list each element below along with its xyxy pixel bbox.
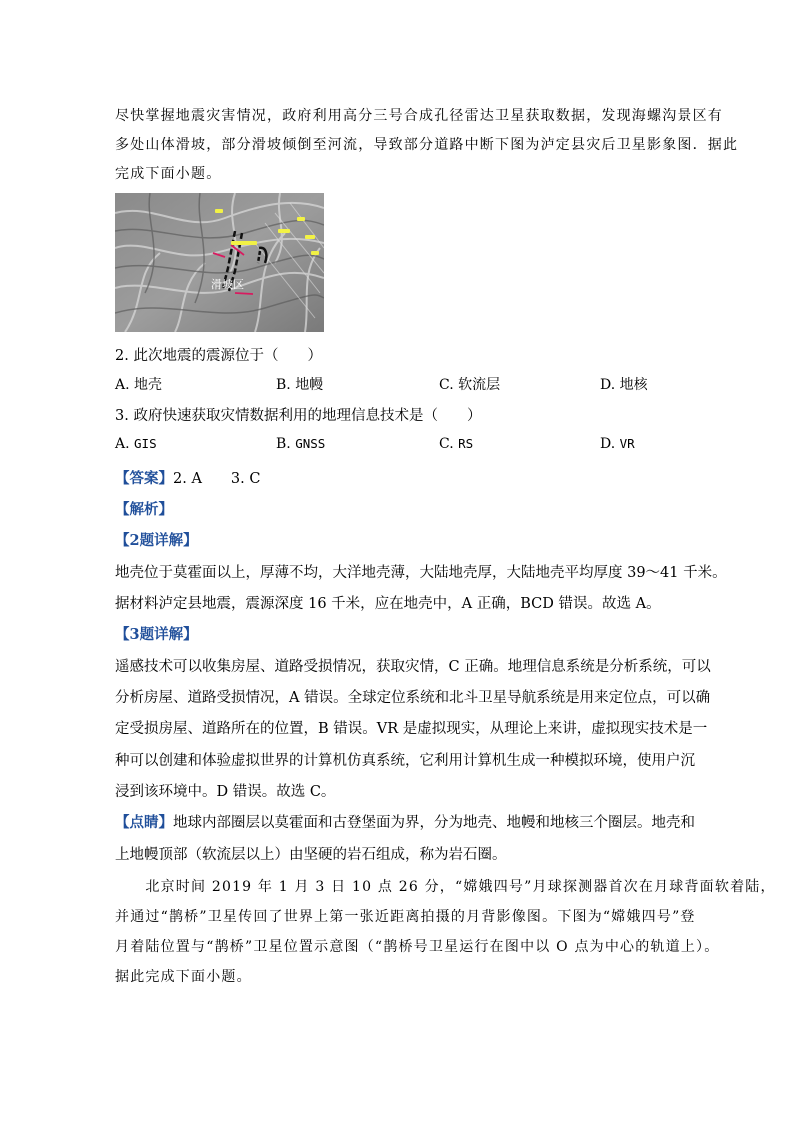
question-2-stem: 2. 此次地震的震源位于（ ） [115,348,322,364]
intro-line-3: 完成下面小题。 [115,166,222,182]
q3-option-a: A. GIS [115,436,157,452]
answer-line [115,467,695,488]
tip-line-2: 上地幔顶部（软流层以上）由坚硬的岩石组成，称为岩石圈。 [115,847,507,863]
next-line-3: 月着陆位置与“鹊桥”卫星位置示意图（“鹊桥号卫星运行在图中以 O 点为中心的轨道上）。 [115,939,720,955]
detail-3-line-2: 分析房屋、道路受损情况，A 错误。全球定位系统和北斗卫星导航系统是用来定位点，可以确 [115,690,711,706]
q2-option-a: A. 地壳 [115,377,163,393]
detail-3-line-3: 定受损房屋、道路所在的位置，B 错误。VR 是虚拟现实，从理论上来讲，虚拟现实技术是一 [115,721,708,737]
intro-line-2: 多处山体滑坡，部分滑坡倾倒至河流，导致部分道路中断下图为泸定县灾后卫星影象图．据此 [115,137,739,153]
landslide-area-label: 滑坡区 [211,278,244,291]
q2-option-c: C. 软流层 [439,377,501,393]
next-line-1: 北京时间 2019 年 1 月 3 日 10 点 26 分，“嫦娥四号”月球探测器首次在月球背面软着陆， [115,879,776,895]
satellite-image [115,193,324,332]
next-line-4: 据此完成下面小题。 [115,969,252,985]
intro-line-1: 尽快掌握地震灾害情况，政府利用高分三号合成孔径雷达卫星获取数据，发现海螺沟景区有 [115,108,723,124]
q3-option-c: C. RS [439,436,474,452]
q3-option-d: D. VR [600,436,635,452]
detail-3-line-4: 种可以创建和体验虚拟世界的计算机仿真系统，它利用计算机生成一种模拟环境，使用户沉 [115,753,695,769]
q2-option-d: D. 地核 [600,377,648,393]
detail-2-line-2: 据材料泸定县地震，震源深度 16 千米，应在地壳中，A 正确，BCD 错误。故选 A。 [115,596,661,612]
q2-option-b: B. 地幔 [276,377,324,393]
analysis-label: 【解析】 [115,501,173,518]
tip-label: 【点睛】 [115,814,173,831]
next-line-2: 并通过“鹊桥”卫星传回了世界上第一张近距离拍摄的月背影像图。下图为“嫦娥四号”登 [115,909,696,925]
detail-3-line-1: 遥感技术可以收集房屋、道路受损情况，获取灾情，C 正确。地理信息系统是分析系统，可以 [115,659,711,675]
detail-2-line-1: 地壳位于莫霍面以上，厚薄不均，大洋地壳薄，大陆地壳厚，大陆地壳平均厚度 39～41 千米。 [115,565,727,581]
detail-2-heading: 【2题详解】 [115,532,198,549]
question-3-stem: 3. 政府快速获取灾情数据利用的地理信息技术是（ ） [115,408,482,424]
q3-option-b: B. GNSS [276,436,326,452]
answer-text: 2. A 3. C [173,471,261,487]
answer-label: 【答案】 [115,470,173,487]
detail-3-heading: 【3题详解】 [115,626,198,643]
detail-3-line-5: 浸到该环境中。D 错误。故选 C。 [115,784,336,800]
tip-line-1: 【点睛】地球内部圈层以莫霍面和古登堡面为界，分为地壳、地幔和地核三个圈层。地壳和 [115,814,695,831]
